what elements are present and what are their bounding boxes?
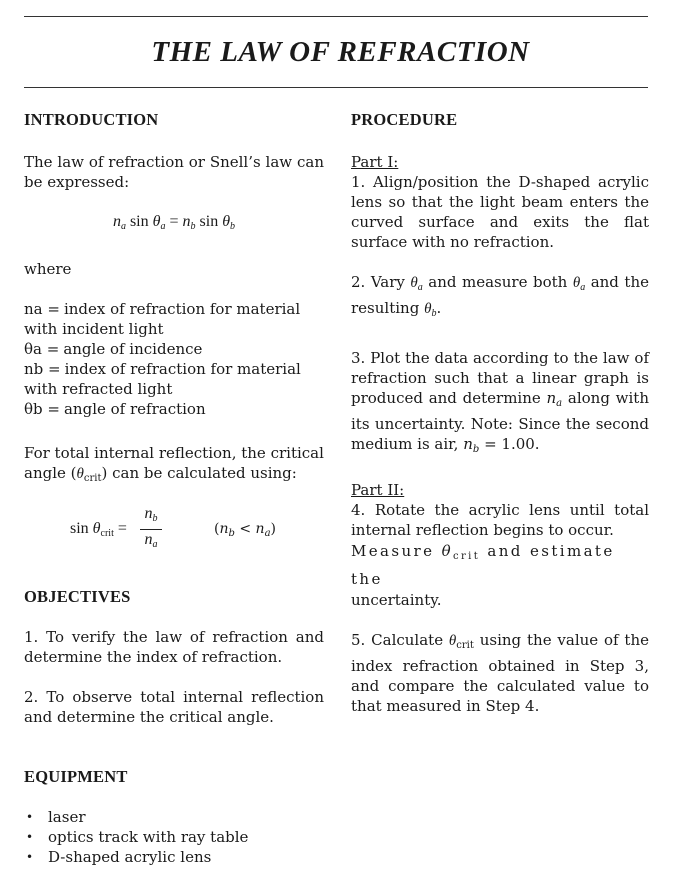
step-5: 5. Calculate $\theta_{crit}$ using the value of the index refraction obtained in Step 3, and compare the calculated value to that measured in Step 4. xyxy=(351,631,649,715)
intro-text: The law of refraction or Snell’s law can be expressed: xyxy=(24,153,324,191)
condition: $(n_b < n_a)$ xyxy=(214,521,277,539)
part-two-label: Part II: xyxy=(351,481,405,499)
equipment-list xyxy=(24,807,324,867)
list-item: • D-shaped acrylic lens xyxy=(24,847,324,867)
step-1: 1. Align/position the D-shaped acrylic lens so that the light beam enters the curved surface and exits the flat surface with no refraction. xyxy=(351,173,649,251)
procedure-heading: PROCEDURE xyxy=(351,110,458,129)
snells-law-equation: $n_a$ $\sin \theta_a = n_b$ $\sin \theta_b$ xyxy=(112,213,236,232)
objective-item: 1. To verify the law of refraction and determine the index of refraction. xyxy=(24,628,324,666)
right-column xyxy=(351,110,649,716)
introduction-heading: INTRODUCTION xyxy=(24,110,159,129)
list-item: • laser xyxy=(24,807,324,827)
step-2: 2. Vary $\theta_a$ and measure both $\theta_a$ and the resulting $\theta_b$. xyxy=(351,273,649,319)
definition-item: θb = angle of refraction xyxy=(24,400,206,418)
definitions-list xyxy=(24,299,324,419)
step-4: 4. Rotate the acrylic lens until total internal reflection begins to occur. Measure $\theta_{crit}$ and estimate the uncertainty. xyxy=(351,501,649,609)
list-item: • optics track with ray table xyxy=(24,827,324,847)
top-rule xyxy=(24,16,648,17)
definition-item: θa = angle of incidence xyxy=(24,340,203,358)
page-title: THE LAW OF REFRACTION xyxy=(151,36,530,68)
where-label: where xyxy=(24,260,72,278)
part-one-label: Part I: xyxy=(351,153,399,171)
step-3: 3. Plot the data according to the law of refraction such that a linear graph is produced and determine $n_a$ along with its uncertainty. Note: Since the second medium is air, $n_b = 1.00$. xyxy=(351,349,649,455)
definition-item: nb = index of refraction for material with refracted light xyxy=(24,360,301,398)
objectives-heading: OBJECTIVES xyxy=(24,587,131,606)
bottom-rule xyxy=(24,87,648,88)
left-column xyxy=(24,110,324,867)
critical-angle-equation: $\sin \theta_{crit}$ = $n_b$ $n_a$ $(n_b < n_a)$ xyxy=(24,505,324,557)
definition-item: na = index of refraction for material with incident light xyxy=(24,300,301,338)
equipment-heading: EQUIPMENT xyxy=(24,767,128,786)
tir-text: For total internal reflection, the critical angle $(\theta_{crit})$ can be calculated using: xyxy=(24,444,324,484)
objective-item: 2. To observe total internal reflection and determine the critical angle. xyxy=(24,688,324,726)
fraction: $n_b$ $n_a$ xyxy=(140,505,162,554)
